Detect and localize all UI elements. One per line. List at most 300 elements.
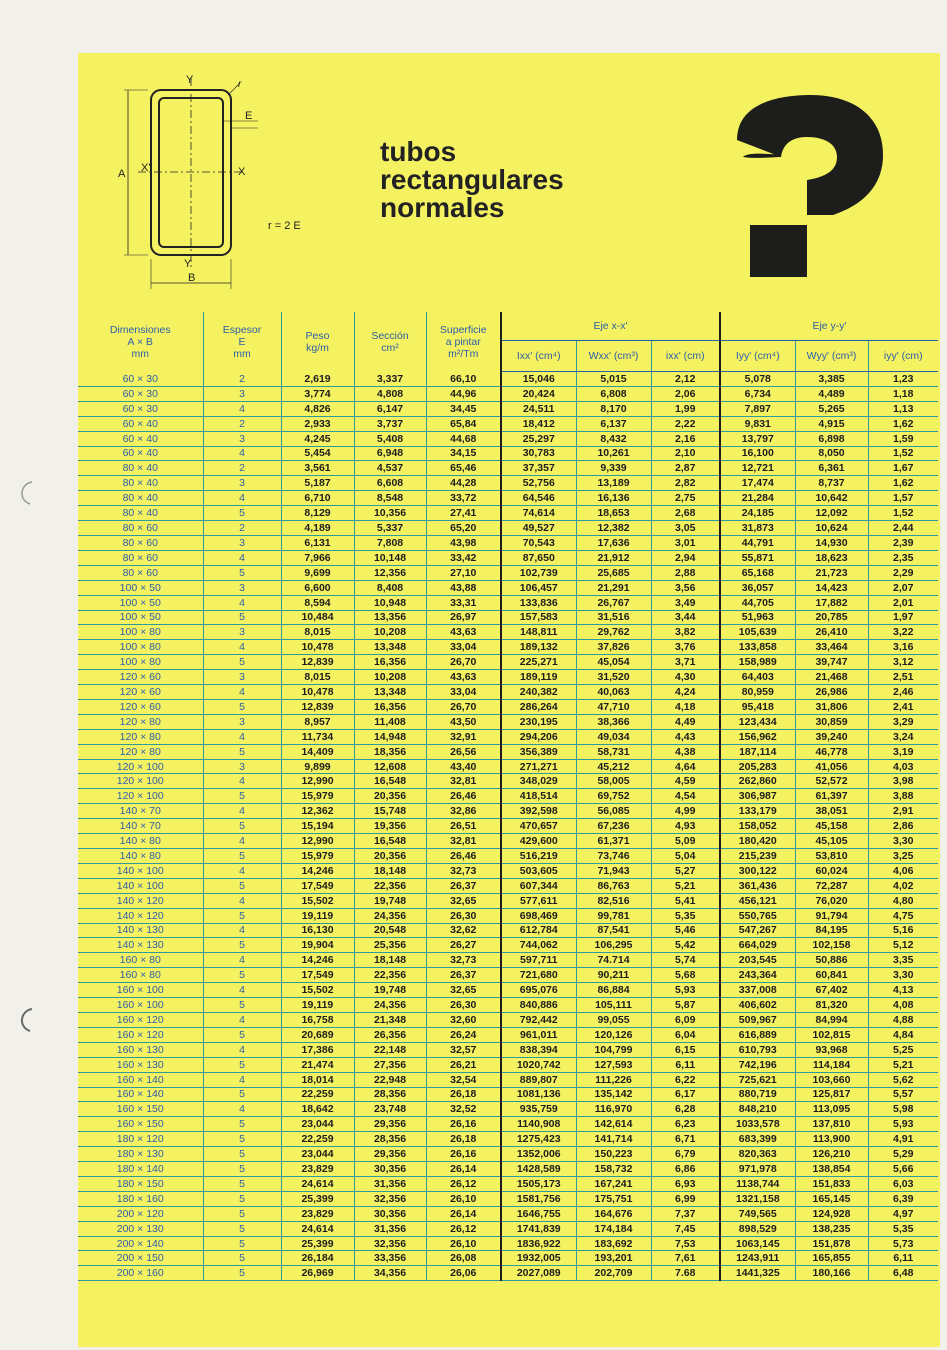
cell-seccion: 20,356 — [354, 789, 426, 804]
cell-peso: 3,774 — [281, 386, 354, 401]
cell-ixx-radius: 5,46 — [651, 923, 720, 938]
cell-ixx-radius: 3,44 — [651, 610, 720, 625]
cell-iyy-radius: 1,52 — [868, 506, 938, 521]
cell-superficie: 26,18 — [426, 1132, 501, 1147]
cell-peso: 26,184 — [281, 1251, 354, 1266]
cell-ixx-radius: 3,76 — [651, 640, 720, 655]
cell-wyy: 126,210 — [795, 1147, 868, 1162]
cell-seccion: 3,737 — [354, 416, 426, 431]
cell-wxx: 86,763 — [576, 878, 651, 893]
cell-espesor: 2 — [203, 372, 281, 387]
cell-ixx: 240,382 — [501, 685, 576, 700]
cell-iyy-radius: 3,22 — [868, 625, 938, 640]
cell-ixx-radius: 4,54 — [651, 789, 720, 804]
cell-ixx: 102,739 — [501, 565, 576, 580]
cell-wxx: 8,432 — [576, 431, 651, 446]
table-row — [78, 1027, 938, 1042]
cell-peso: 8,594 — [281, 595, 354, 610]
cell-ixx: 348,029 — [501, 774, 576, 789]
cell-wxx: 116,970 — [576, 1102, 651, 1117]
cell-espesor: 5 — [203, 506, 281, 521]
cell-peso: 20,689 — [281, 1027, 354, 1042]
cell-superficie: 26,14 — [426, 1206, 501, 1221]
cell-dimensiones: 160 × 120 — [78, 1012, 203, 1027]
radius-r-label: r — [238, 79, 242, 90]
cell-wyy: 93,968 — [795, 1042, 868, 1057]
cell-peso: 25,399 — [281, 1191, 354, 1206]
cell-espesor: 5 — [203, 1236, 281, 1251]
cell-dimensiones: 120 × 100 — [78, 789, 203, 804]
cell-seccion: 3,337 — [354, 372, 426, 387]
cell-peso: 15,194 — [281, 819, 354, 834]
cell-ixx-radius: 2,75 — [651, 491, 720, 506]
cell-iyy: 1243,911 — [720, 1251, 795, 1266]
cell-ixx-radius: 7,37 — [651, 1206, 720, 1221]
cell-iyy-radius: 2,35 — [868, 550, 938, 565]
cell-dimensiones: 140 × 100 — [78, 863, 203, 878]
cell-wxx: 150,223 — [576, 1147, 651, 1162]
cell-wyy: 4,489 — [795, 386, 868, 401]
cell-iyy: 406,602 — [720, 998, 795, 1013]
cell-peso: 8,129 — [281, 506, 354, 521]
table-row — [78, 655, 938, 670]
cell-wxx: 21,291 — [576, 580, 651, 595]
cell-espesor: 4 — [203, 729, 281, 744]
cell-ixx-radius: 5,21 — [651, 878, 720, 893]
cell-iyy-radius: 5,29 — [868, 1147, 938, 1162]
table-row — [78, 1206, 938, 1221]
cell-peso: 12,990 — [281, 834, 354, 849]
cell-wyy: 38,051 — [795, 804, 868, 819]
cell-iyy-radius: 4,91 — [868, 1132, 938, 1147]
cell-iyy-radius: 4,08 — [868, 998, 938, 1013]
cell-seccion: 18,148 — [354, 953, 426, 968]
cell-iyy-radius: 4,03 — [868, 759, 938, 774]
cell-peso: 3,561 — [281, 461, 354, 476]
cell-ixx-radius: 2,16 — [651, 431, 720, 446]
cell-wxx: 6,808 — [576, 386, 651, 401]
header-iyy-radius: iyy' (cm) — [868, 341, 938, 372]
cell-superficie: 32,73 — [426, 863, 501, 878]
cell-wxx: 16,136 — [576, 491, 651, 506]
cell-peso: 17,386 — [281, 1042, 354, 1057]
cell-ixx: 1428,589 — [501, 1162, 576, 1177]
cell-wxx: 49,034 — [576, 729, 651, 744]
cell-espesor: 5 — [203, 1117, 281, 1132]
cell-iyy: 361,436 — [720, 878, 795, 893]
cell-iyy: 848,210 — [720, 1102, 795, 1117]
cell-peso: 4,826 — [281, 401, 354, 416]
cell-dimensiones: 140 × 120 — [78, 893, 203, 908]
cell-seccion: 30,356 — [354, 1162, 426, 1177]
cell-wyy: 5,265 — [795, 401, 868, 416]
header-eje-x: Eje x-x' — [501, 312, 720, 341]
cell-ixx-radius: 4,24 — [651, 685, 720, 700]
cell-ixx-radius: 4,64 — [651, 759, 720, 774]
cell-espesor: 2 — [203, 461, 281, 476]
cell-seccion: 5,408 — [354, 431, 426, 446]
cell-iyy-radius: 6,48 — [868, 1266, 938, 1281]
cell-ixx: 612,784 — [501, 923, 576, 938]
cell-ixx-radius: 6,11 — [651, 1057, 720, 1072]
tube-cross-section-diagram — [78, 53, 358, 303]
cell-wxx: 37,826 — [576, 640, 651, 655]
cell-iyy: 65,168 — [720, 565, 795, 580]
cell-ixx-radius: 2,22 — [651, 416, 720, 431]
cell-iyy: 156,962 — [720, 729, 795, 744]
cell-superficie: 33,42 — [426, 550, 501, 565]
cell-wxx: 142,614 — [576, 1117, 651, 1132]
cell-espesor: 3 — [203, 759, 281, 774]
cell-seccion: 6,948 — [354, 446, 426, 461]
cell-ixx: 24,511 — [501, 401, 576, 416]
cell-ixx-radius: 4,49 — [651, 714, 720, 729]
cell-superficie: 65,20 — [426, 521, 501, 536]
cell-espesor: 5 — [203, 1147, 281, 1162]
cell-wyy: 76,020 — [795, 893, 868, 908]
cell-wxx: 45,054 — [576, 655, 651, 670]
table-row — [78, 685, 938, 700]
cell-wxx: 25,685 — [576, 565, 651, 580]
cell-ixx: 429,600 — [501, 834, 576, 849]
table-row — [78, 699, 938, 714]
cell-espesor: 5 — [203, 1027, 281, 1042]
cell-iyy: 683,399 — [720, 1132, 795, 1147]
table-row — [78, 1117, 938, 1132]
table-row — [78, 461, 938, 476]
cell-iyy-radius: 1,62 — [868, 416, 938, 431]
cell-iyy: 80,959 — [720, 685, 795, 700]
header-seccion: Sección cm² — [354, 312, 426, 372]
cell-iyy: 51,963 — [720, 610, 795, 625]
cell-wxx: 26,767 — [576, 595, 651, 610]
cell-superficie: 26,24 — [426, 1027, 501, 1042]
thickness-e-label: E — [245, 110, 253, 122]
cell-espesor: 5 — [203, 565, 281, 580]
cell-iyy: 55,871 — [720, 550, 795, 565]
cell-iyy-radius: 5,62 — [868, 1072, 938, 1087]
cell-iyy-radius: 5,73 — [868, 1236, 938, 1251]
cell-espesor: 5 — [203, 1221, 281, 1236]
cell-seccion: 22,356 — [354, 878, 426, 893]
cell-wyy: 165,855 — [795, 1251, 868, 1266]
cell-peso: 24,614 — [281, 1221, 354, 1236]
cell-iyy-radius: 3,98 — [868, 774, 938, 789]
cell-peso: 6,131 — [281, 535, 354, 550]
cell-ixx: 189,119 — [501, 670, 576, 685]
cell-dimensiones: 80 × 40 — [78, 461, 203, 476]
dimension-a-label: A — [118, 168, 126, 180]
cell-peso: 12,362 — [281, 804, 354, 819]
cell-peso: 22,259 — [281, 1087, 354, 1102]
cell-dimensiones: 160 × 140 — [78, 1087, 203, 1102]
cell-wxx: 99,055 — [576, 1012, 651, 1027]
cell-superficie: 26,30 — [426, 908, 501, 923]
cell-espesor: 4 — [203, 446, 281, 461]
cell-wyy: 113,095 — [795, 1102, 868, 1117]
cell-dimensiones: 140 × 130 — [78, 938, 203, 953]
cell-iyy-radius: 5,35 — [868, 1221, 938, 1236]
table-row — [78, 1191, 938, 1206]
cell-seccion: 8,408 — [354, 580, 426, 595]
cell-wxx: 73,746 — [576, 849, 651, 864]
cell-superficie: 26,56 — [426, 744, 501, 759]
cell-seccion: 12,356 — [354, 565, 426, 580]
table-row — [78, 863, 938, 878]
cell-peso: 2,933 — [281, 416, 354, 431]
cell-dimensiones: 140 × 80 — [78, 834, 203, 849]
cell-superficie: 44,68 — [426, 431, 501, 446]
cell-ixx-radius: 6,23 — [651, 1117, 720, 1132]
cell-iyy: 158,052 — [720, 819, 795, 834]
cell-superficie: 26,16 — [426, 1147, 501, 1162]
cell-ixx: 607,344 — [501, 878, 576, 893]
cell-wxx: 17,636 — [576, 535, 651, 550]
cell-ixx-radius: 4,99 — [651, 804, 720, 819]
cell-espesor: 5 — [203, 744, 281, 759]
cell-dimensiones: 120 × 100 — [78, 774, 203, 789]
cell-superficie: 26,70 — [426, 699, 501, 714]
table-row — [78, 849, 938, 864]
cell-dimensiones: 80 × 40 — [78, 491, 203, 506]
cell-superficie: 26,37 — [426, 878, 501, 893]
cell-seccion: 31,356 — [354, 1176, 426, 1191]
cell-ixx: 356,389 — [501, 744, 576, 759]
cell-ixx-radius: 1,99 — [651, 401, 720, 416]
cell-iyy: 31,873 — [720, 521, 795, 536]
cell-superficie: 26,14 — [426, 1162, 501, 1177]
table-row — [78, 446, 938, 461]
cell-wxx: 67,236 — [576, 819, 651, 834]
cell-iyy: 1441,325 — [720, 1266, 795, 1281]
table-row — [78, 506, 938, 521]
cell-peso: 17,549 — [281, 968, 354, 983]
cell-ixx-radius: 4,43 — [651, 729, 720, 744]
table-row — [78, 1087, 938, 1102]
cell-peso: 15,502 — [281, 893, 354, 908]
cell-peso: 4,189 — [281, 521, 354, 536]
cell-wxx: 10,261 — [576, 446, 651, 461]
cell-iyy-radius: 1,57 — [868, 491, 938, 506]
punch-hole-icon — [14, 1005, 36, 1035]
cell-wyy: 60,841 — [795, 968, 868, 983]
cell-superficie: 27,41 — [426, 506, 501, 521]
cell-espesor: 5 — [203, 1266, 281, 1281]
cell-ixx: 838,394 — [501, 1042, 576, 1057]
cell-iyy: 820,363 — [720, 1147, 795, 1162]
cell-peso: 24,614 — [281, 1176, 354, 1191]
cell-ixx-radius: 6,17 — [651, 1087, 720, 1102]
cell-dimensiones: 180 × 150 — [78, 1176, 203, 1191]
cell-wxx: 127,593 — [576, 1057, 651, 1072]
cell-peso: 12,990 — [281, 774, 354, 789]
cell-ixx: 294,206 — [501, 729, 576, 744]
cell-ixx-radius: 2,88 — [651, 565, 720, 580]
table-row — [78, 1162, 938, 1177]
cell-superficie: 32,57 — [426, 1042, 501, 1057]
cell-ixx-radius: 5,87 — [651, 998, 720, 1013]
cell-superficie: 43,63 — [426, 670, 501, 685]
cell-espesor: 4 — [203, 1072, 281, 1087]
cell-espesor: 5 — [203, 1176, 281, 1191]
cell-ixx-radius: 6,86 — [651, 1162, 720, 1177]
cell-ixx-radius: 7.68 — [651, 1266, 720, 1281]
cell-ixx: 106,457 — [501, 580, 576, 595]
cell-seccion: 10,208 — [354, 625, 426, 640]
cell-wxx: 167,241 — [576, 1176, 651, 1191]
cell-superficie: 26,12 — [426, 1176, 501, 1191]
header-dimensiones: Dimensiones A × B mm — [109, 323, 171, 360]
cell-ixx: 889,807 — [501, 1072, 576, 1087]
cell-iyy: 13,797 — [720, 431, 795, 446]
cell-iyy-radius: 2,46 — [868, 685, 938, 700]
cell-ixx: 133,836 — [501, 595, 576, 610]
cell-espesor: 3 — [203, 580, 281, 595]
cell-dimensiones: 100 × 50 — [78, 595, 203, 610]
title-line-1: tubos — [380, 136, 457, 167]
cell-iyy-radius: 5,93 — [868, 1117, 938, 1132]
cell-iyy-radius: 5,16 — [868, 923, 938, 938]
cell-wxx: 56,085 — [576, 804, 651, 819]
cell-seccion: 20,548 — [354, 923, 426, 938]
cell-dimensiones: 160 × 100 — [78, 998, 203, 1013]
cell-seccion: 15,748 — [354, 804, 426, 819]
cell-iyy-radius: 3,29 — [868, 714, 938, 729]
cell-seccion: 14,948 — [354, 729, 426, 744]
cell-iyy: 509,967 — [720, 1012, 795, 1027]
cell-peso: 23,829 — [281, 1162, 354, 1177]
cell-dimensiones: 140 × 70 — [78, 804, 203, 819]
cell-wyy: 151,833 — [795, 1176, 868, 1191]
cell-iyy-radius: 3,12 — [868, 655, 938, 670]
cell-peso: 15,979 — [281, 789, 354, 804]
cell-iyy: 898,529 — [720, 1221, 795, 1236]
cell-iyy: 44,791 — [720, 535, 795, 550]
cell-peso: 8,015 — [281, 625, 354, 640]
cell-ixx: 503,605 — [501, 863, 576, 878]
table-row — [78, 1147, 938, 1162]
cell-wyy: 10,624 — [795, 521, 868, 536]
cell-ixx: 37,357 — [501, 461, 576, 476]
cell-superficie: 26,18 — [426, 1087, 501, 1102]
cell-wyy: 14,423 — [795, 580, 868, 595]
cell-wyy: 137,810 — [795, 1117, 868, 1132]
cell-ixx-radius: 5,09 — [651, 834, 720, 849]
cell-iyy: 180,420 — [720, 834, 795, 849]
table-row — [78, 1221, 938, 1236]
cell-peso: 14,409 — [281, 744, 354, 759]
cell-superficie: 65,84 — [426, 416, 501, 431]
cell-wxx: 74.714 — [576, 953, 651, 968]
cell-iyy-radius: 5,57 — [868, 1087, 938, 1102]
cell-wxx: 8,170 — [576, 401, 651, 416]
cell-superficie: 33,04 — [426, 640, 501, 655]
cell-seccion: 11,408 — [354, 714, 426, 729]
cell-superficie: 26,97 — [426, 610, 501, 625]
cell-dimensiones: 100 × 80 — [78, 655, 203, 670]
cell-peso: 10,484 — [281, 610, 354, 625]
cell-iyy: 21,284 — [720, 491, 795, 506]
table-row — [78, 938, 938, 953]
cell-iyy: 664,029 — [720, 938, 795, 953]
cell-dimensiones: 60 × 40 — [78, 416, 203, 431]
cell-superficie: 26,16 — [426, 1117, 501, 1132]
cell-peso: 19,119 — [281, 998, 354, 1013]
cell-ixx: 286,264 — [501, 699, 576, 714]
cell-ixx: 695,076 — [501, 983, 576, 998]
table-row — [78, 804, 938, 819]
cell-iyy-radius: 4,88 — [868, 1012, 938, 1027]
cell-iyy-radius: 3,25 — [868, 849, 938, 864]
dimension-b-label: B — [188, 272, 196, 284]
cell-iyy: 725,621 — [720, 1072, 795, 1087]
cell-ixx-radius: 4,18 — [651, 699, 720, 714]
cell-seccion: 25,356 — [354, 938, 426, 953]
cell-ixx-radius: 6,09 — [651, 1012, 720, 1027]
cell-iyy-radius: 2,44 — [868, 521, 938, 536]
cell-wxx: 58,731 — [576, 744, 651, 759]
cell-ixx-radius: 6,79 — [651, 1147, 720, 1162]
cell-wxx: 21,912 — [576, 550, 651, 565]
cell-wyy: 81,320 — [795, 998, 868, 1013]
cell-espesor: 3 — [203, 476, 281, 491]
cell-espesor: 5 — [203, 938, 281, 953]
cell-superficie: 26,12 — [426, 1221, 501, 1236]
cell-superficie: 43,98 — [426, 535, 501, 550]
cell-wyy: 180,166 — [795, 1266, 868, 1281]
cell-dimensiones: 200 × 140 — [78, 1236, 203, 1251]
cell-wyy: 21,468 — [795, 670, 868, 685]
table-row — [78, 1102, 938, 1117]
cell-wyy: 18,623 — [795, 550, 868, 565]
cell-iyy: 203,545 — [720, 953, 795, 968]
cell-espesor: 5 — [203, 908, 281, 923]
cell-peso: 7,966 — [281, 550, 354, 565]
cell-dimensiones: 200 × 150 — [78, 1251, 203, 1266]
cell-seccion: 13,348 — [354, 685, 426, 700]
table-row — [78, 550, 938, 565]
cell-peso: 22,259 — [281, 1132, 354, 1147]
table-row — [78, 1057, 938, 1072]
cell-wyy: 10,642 — [795, 491, 868, 506]
cell-dimensiones: 80 × 60 — [78, 535, 203, 550]
cell-iyy-radius: 3,88 — [868, 789, 938, 804]
cell-superficie: 26,06 — [426, 1266, 501, 1281]
cell-ixx: 230,195 — [501, 714, 576, 729]
cell-espesor: 4 — [203, 491, 281, 506]
cell-wyy: 102,815 — [795, 1027, 868, 1042]
axis-y-top-label: Y — [186, 74, 194, 86]
cell-dimensiones: 160 × 120 — [78, 1027, 203, 1042]
header-peso: Peso kg/m — [281, 312, 354, 372]
cell-peso: 6,710 — [281, 491, 354, 506]
cell-espesor: 2 — [203, 521, 281, 536]
table-row — [78, 595, 938, 610]
cell-dimensiones: 80 × 40 — [78, 506, 203, 521]
cell-wxx: 193,201 — [576, 1251, 651, 1266]
cell-iyy-radius: 2,01 — [868, 595, 938, 610]
cell-espesor: 4 — [203, 685, 281, 700]
table-row — [78, 714, 938, 729]
cell-wxx: 9,339 — [576, 461, 651, 476]
table-row — [78, 610, 938, 625]
cell-dimensiones: 140 × 100 — [78, 878, 203, 893]
cell-iyy: 133,179 — [720, 804, 795, 819]
cell-seccion: 6,147 — [354, 401, 426, 416]
cell-seccion: 29,356 — [354, 1147, 426, 1162]
cell-wxx: 158,732 — [576, 1162, 651, 1177]
cell-seccion: 34,356 — [354, 1266, 426, 1281]
